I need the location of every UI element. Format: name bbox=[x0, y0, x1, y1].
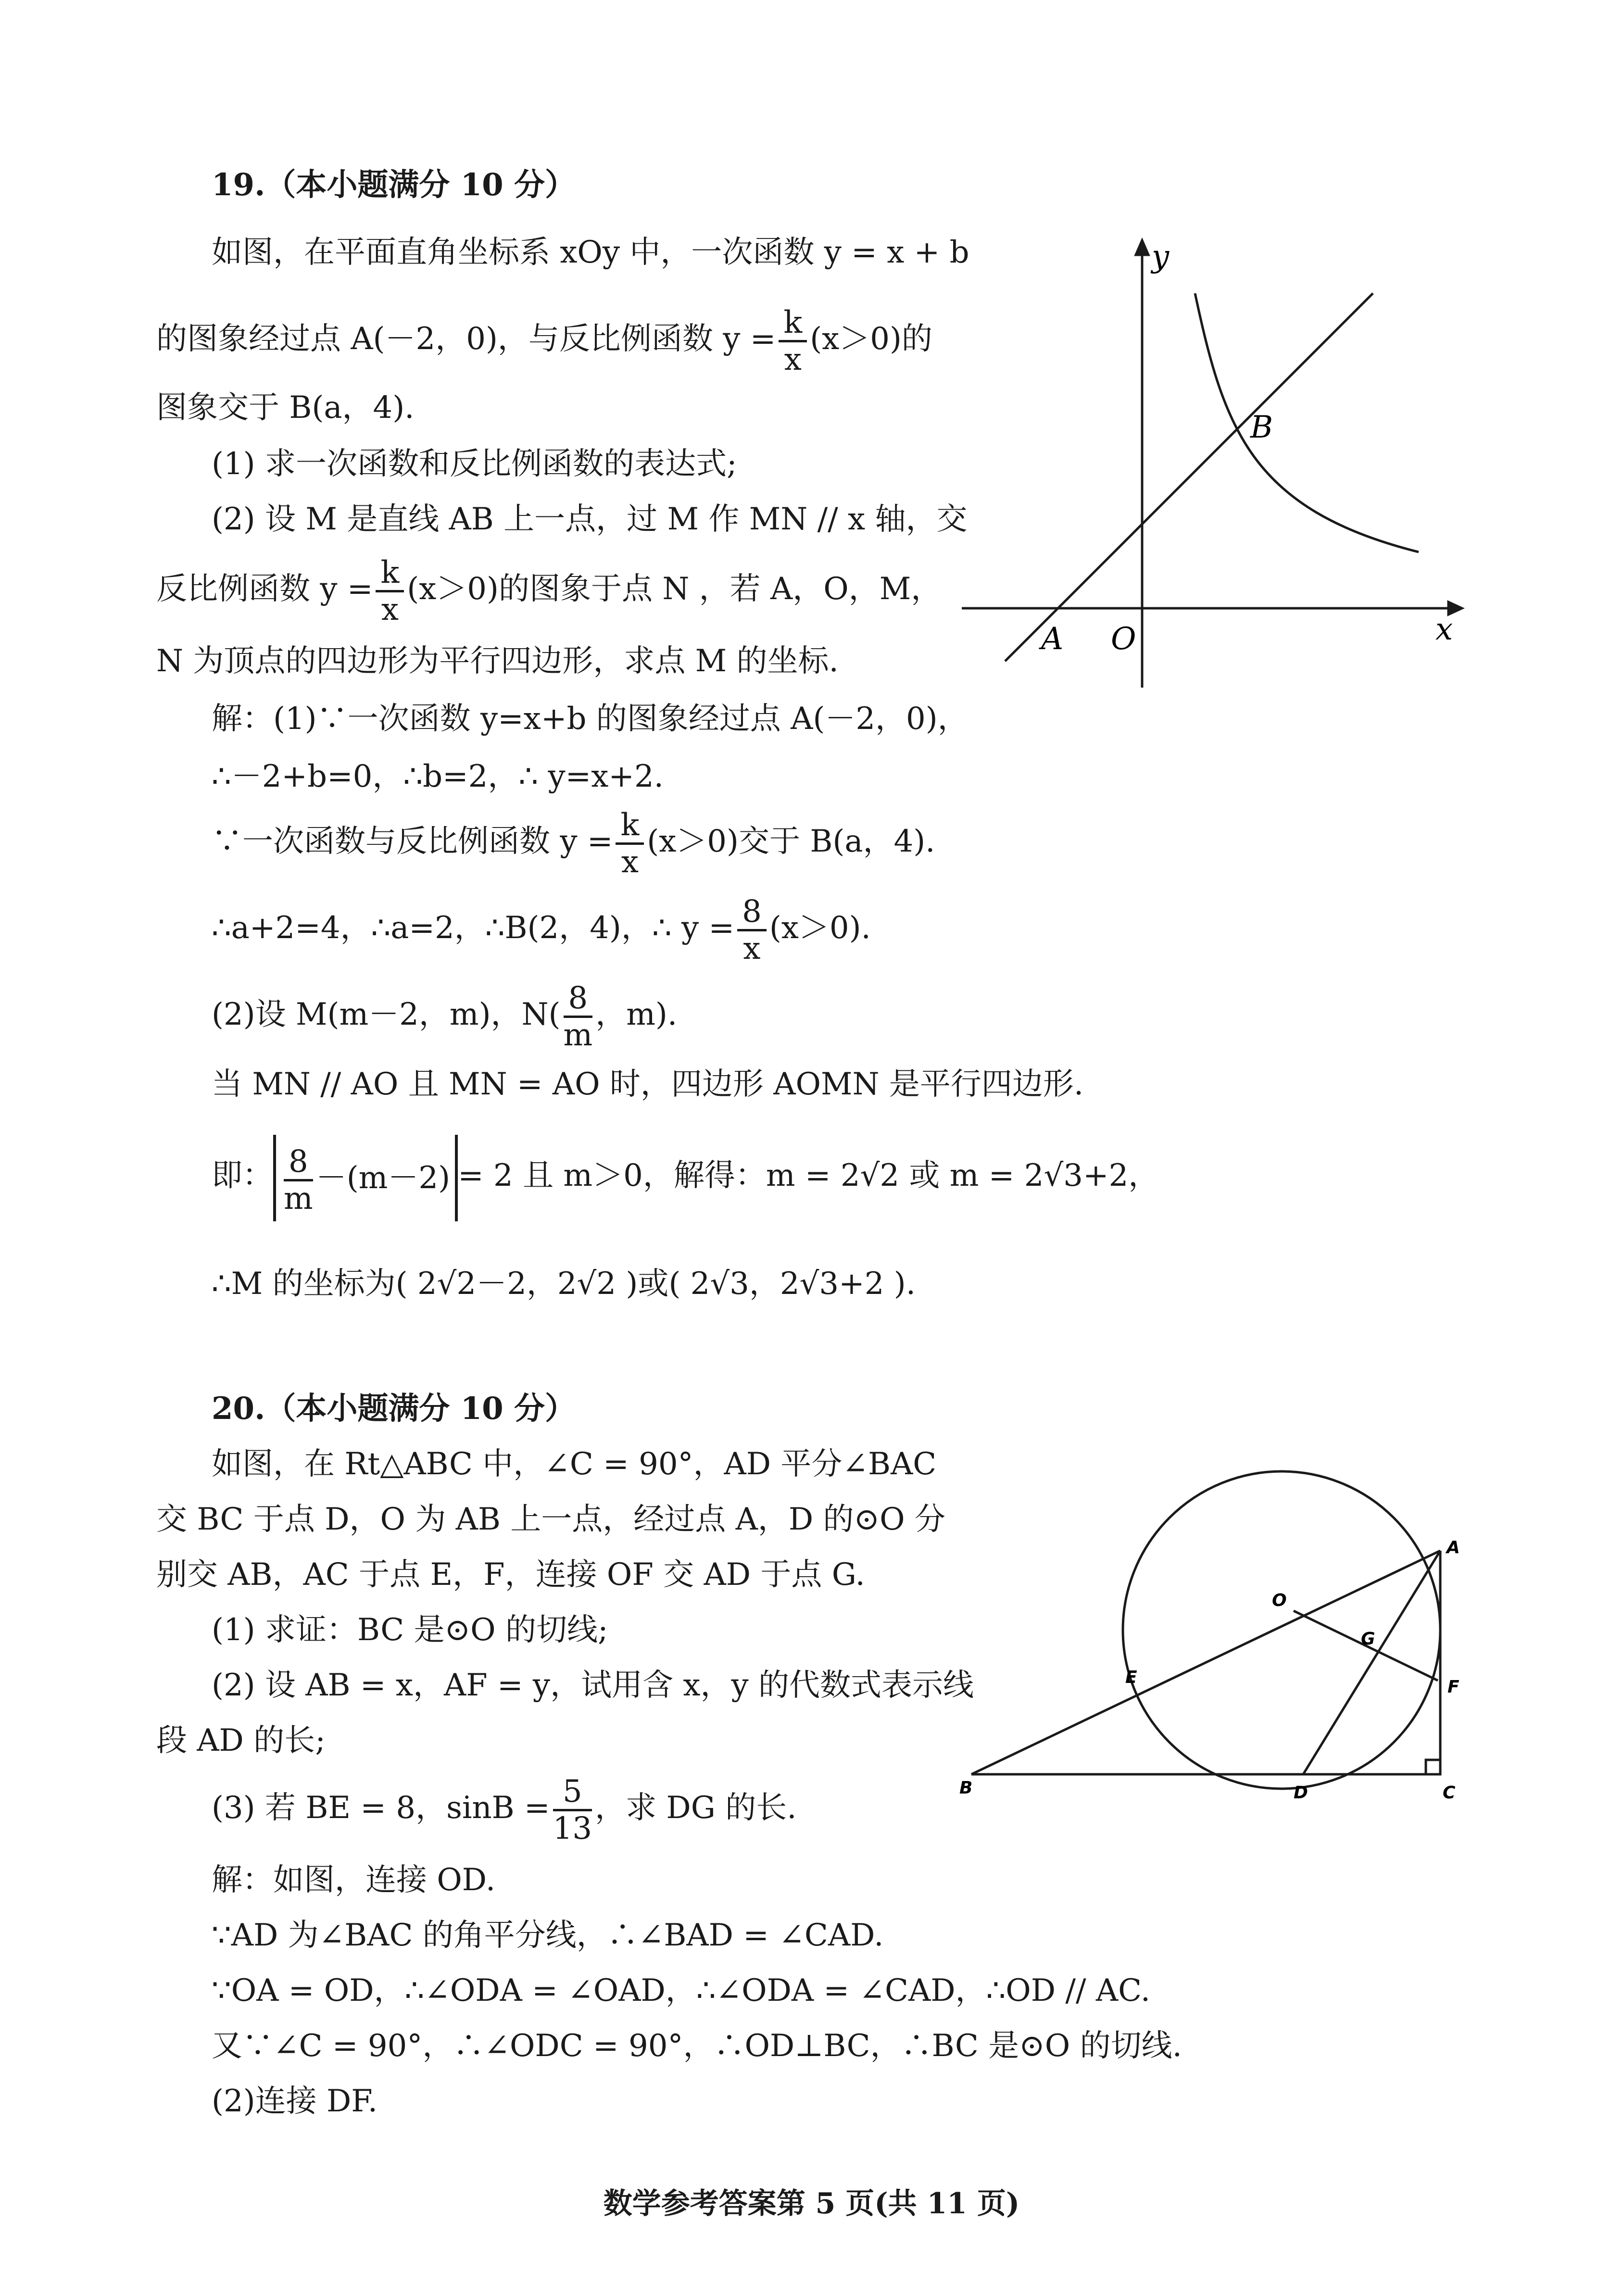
fraction-8-over-x bbox=[737, 894, 767, 966]
q20-part3-text: (3) 若 BE = 8，sinB = bbox=[212, 1790, 550, 1826]
q19-solution-line4 bbox=[212, 887, 871, 969]
q20-solution-line2: ∵AD 为∠BAC 的角平分线，∴∠BAD = ∠CAD. bbox=[212, 1918, 884, 1953]
fraction-denominator: 13 bbox=[553, 1811, 592, 1846]
q19-part2-line2-text: 反比例函数 y = bbox=[156, 571, 373, 607]
fraction-8-over-m bbox=[284, 1144, 313, 1216]
fraction-k-over-x bbox=[779, 305, 807, 377]
point-label-D: D bbox=[1294, 1783, 1308, 1803]
fraction-numerator: 8 bbox=[564, 981, 593, 1018]
q19-solution-line6: 当 MN // AO 且 MN = AO 时，四边形 AOMN 是平行四边形. bbox=[212, 1066, 1084, 1102]
point-label-O: O bbox=[1111, 621, 1136, 657]
point-label-A: A bbox=[1041, 621, 1064, 657]
q19-part2-line1: (2) 设 M 是直线 AB 上一点，过 M 作 MN // x 轴，交 bbox=[212, 502, 968, 537]
fraction-5-over-13 bbox=[553, 1774, 592, 1846]
segment-BA bbox=[971, 1551, 1440, 1774]
fraction-numerator: k bbox=[376, 555, 404, 592]
q19-part2-line3: N 为顶点的四边形为平行四边形，求点 M 的坐标. bbox=[156, 643, 839, 679]
line-y-equals-x-plus-b bbox=[1005, 293, 1373, 661]
q19-heading: 19.（本小题满分 10 分） bbox=[212, 167, 576, 203]
right-angle-mark-C bbox=[1426, 1760, 1440, 1774]
q19-stem-line3: 图象交于 B(a，4). bbox=[156, 390, 415, 426]
point-label-B: B bbox=[1250, 410, 1273, 445]
q19-solution-line8: ∴M 的坐标为( 2√2－2，2√2 )或( 2√3，2√3+2 ). bbox=[212, 1266, 916, 1302]
fraction-numerator: k bbox=[616, 808, 644, 845]
q19-solution-line4-text: ∴a+2=4，∴a=2，∴B(2，4)，∴ y = bbox=[212, 910, 735, 946]
q19-solution-line3 bbox=[212, 801, 935, 882]
q20-part2-line2: 段 AD 的长; bbox=[156, 1723, 326, 1758]
absolute-value-content: －(m－2) bbox=[315, 1160, 451, 1196]
x-axis-label: x bbox=[1435, 612, 1453, 647]
q19-solution-line7 bbox=[212, 1132, 1159, 1221]
q20-geometry-figure bbox=[957, 1467, 1496, 1813]
page-footer: 数学参考答案第 5 页(共 11 页) bbox=[603, 2187, 1020, 2221]
q19-solution-line7-tail: = 2 且 m＞0，解得：m = 2√2 或 m = 2√3+2， bbox=[458, 1158, 1159, 1193]
q19-solution-line4-tail: (x＞0). bbox=[769, 910, 871, 946]
fraction-denominator: x bbox=[621, 844, 639, 880]
y-axis-arrow bbox=[1136, 240, 1148, 255]
point-label-G: G bbox=[1361, 1629, 1375, 1649]
fraction-numerator: 8 bbox=[737, 894, 767, 931]
q19-coordinate-figure bbox=[962, 226, 1491, 697]
fraction-denominator: x bbox=[784, 342, 802, 377]
q19-part2-line2-tail: (x＞0)的图象于点 N ，若 A，O，M， bbox=[407, 571, 942, 607]
q19-solution-line5-tail: ，m). bbox=[595, 997, 678, 1032]
point-label-O: O bbox=[1272, 1591, 1287, 1610]
fraction-denominator: m bbox=[284, 1180, 313, 1217]
q20-part3 bbox=[212, 1767, 797, 1849]
q20-solution-line1: 解：如图，连接 OD. bbox=[212, 1862, 496, 1898]
q19-stem-line2-text: 的图象经过点 A(－2，0)，与反比例函数 y = bbox=[156, 321, 776, 357]
q20-part3-tail: ，求 DG 的长. bbox=[595, 1790, 797, 1826]
q20-solution-line3: ∵OA = OD，∴∠ODA = ∠OAD，∴∠ODA = ∠CAD，∴OD // AC. bbox=[212, 1973, 1151, 2008]
fraction-denominator: x bbox=[743, 931, 761, 966]
q19-solution-line7-text: 即： bbox=[212, 1158, 273, 1193]
q20-part2-line1: (2) 设 AB = x，AF = y，试用含 x，y 的代数式表示线 bbox=[212, 1668, 974, 1703]
point-label-E: E bbox=[1125, 1668, 1137, 1687]
q20-stem-line2: 交 BC 于点 D，O 为 AB 上一点，经过点 A，D 的⊙O 分 bbox=[156, 1502, 945, 1537]
q19-solution-line5-text: (2)设 M(m－2，m)，N( bbox=[212, 997, 561, 1032]
q19-stem-line2 bbox=[156, 298, 932, 380]
fraction-8-over-m bbox=[564, 981, 593, 1053]
hyperbola-curve bbox=[1195, 293, 1419, 552]
point-label-B: B bbox=[959, 1778, 973, 1798]
q19-solution-line1: 解：(1)∵一次函数 y=x+b 的图象经过点 A(－2，0)， bbox=[212, 701, 969, 737]
q20-stem-line3: 别交 AB，AC 于点 E，F，连接 OF 交 AD 于点 G. bbox=[156, 1557, 865, 1593]
fraction-denominator: x bbox=[381, 592, 399, 627]
q19-solution-line3-text: ∵一次函数与反比例函数 y = bbox=[212, 824, 613, 859]
fraction-denominator: m bbox=[563, 1017, 593, 1053]
q20-part1: (1) 求证：BC 是⊙O 的切线; bbox=[212, 1612, 608, 1648]
fraction-k-over-x bbox=[376, 555, 404, 627]
q19-stem-line1: 如图，在平面直角坐标系 xOy 中，一次函数 y = x + b bbox=[212, 235, 969, 270]
q20-solution-line4: 又∵∠C = 90°，∴∠ODC = 90°，∴OD⊥BC，∴BC 是⊙O 的切线. bbox=[212, 2028, 1182, 2064]
fraction-k-over-x bbox=[616, 808, 644, 879]
q20-solution-line5: (2)连接 DF. bbox=[212, 2083, 378, 2119]
y-axis-label: y bbox=[1152, 239, 1170, 275]
q19-solution-line5 bbox=[212, 974, 677, 1055]
absolute-value bbox=[273, 1135, 458, 1221]
q20-stem-line1: 如图，在 Rt△ABC 中，∠C = 90°，AD 平分∠BAC bbox=[212, 1446, 937, 1482]
point-label-C: C bbox=[1443, 1783, 1456, 1803]
q20-heading: 20.（本小题满分 10 分） bbox=[212, 1391, 576, 1427]
q19-solution-line3-tail: (x＞0)交于 B(a，4). bbox=[647, 824, 935, 859]
fraction-numerator: 8 bbox=[284, 1144, 313, 1181]
point-label-F: F bbox=[1447, 1677, 1459, 1697]
fraction-numerator: k bbox=[779, 305, 807, 342]
q19-part2-line2 bbox=[156, 548, 942, 630]
point-label-A: A bbox=[1447, 1538, 1460, 1557]
q19-stem-line2-tail: (x＞0)的 bbox=[810, 321, 932, 357]
q19-part1: (1) 求一次函数和反比例函数的表达式; bbox=[212, 446, 737, 482]
q19-solution-line2: ∴－2+b=0，∴b=2，∴ y=x+2. bbox=[212, 759, 664, 794]
fraction-numerator: 5 bbox=[553, 1774, 592, 1811]
